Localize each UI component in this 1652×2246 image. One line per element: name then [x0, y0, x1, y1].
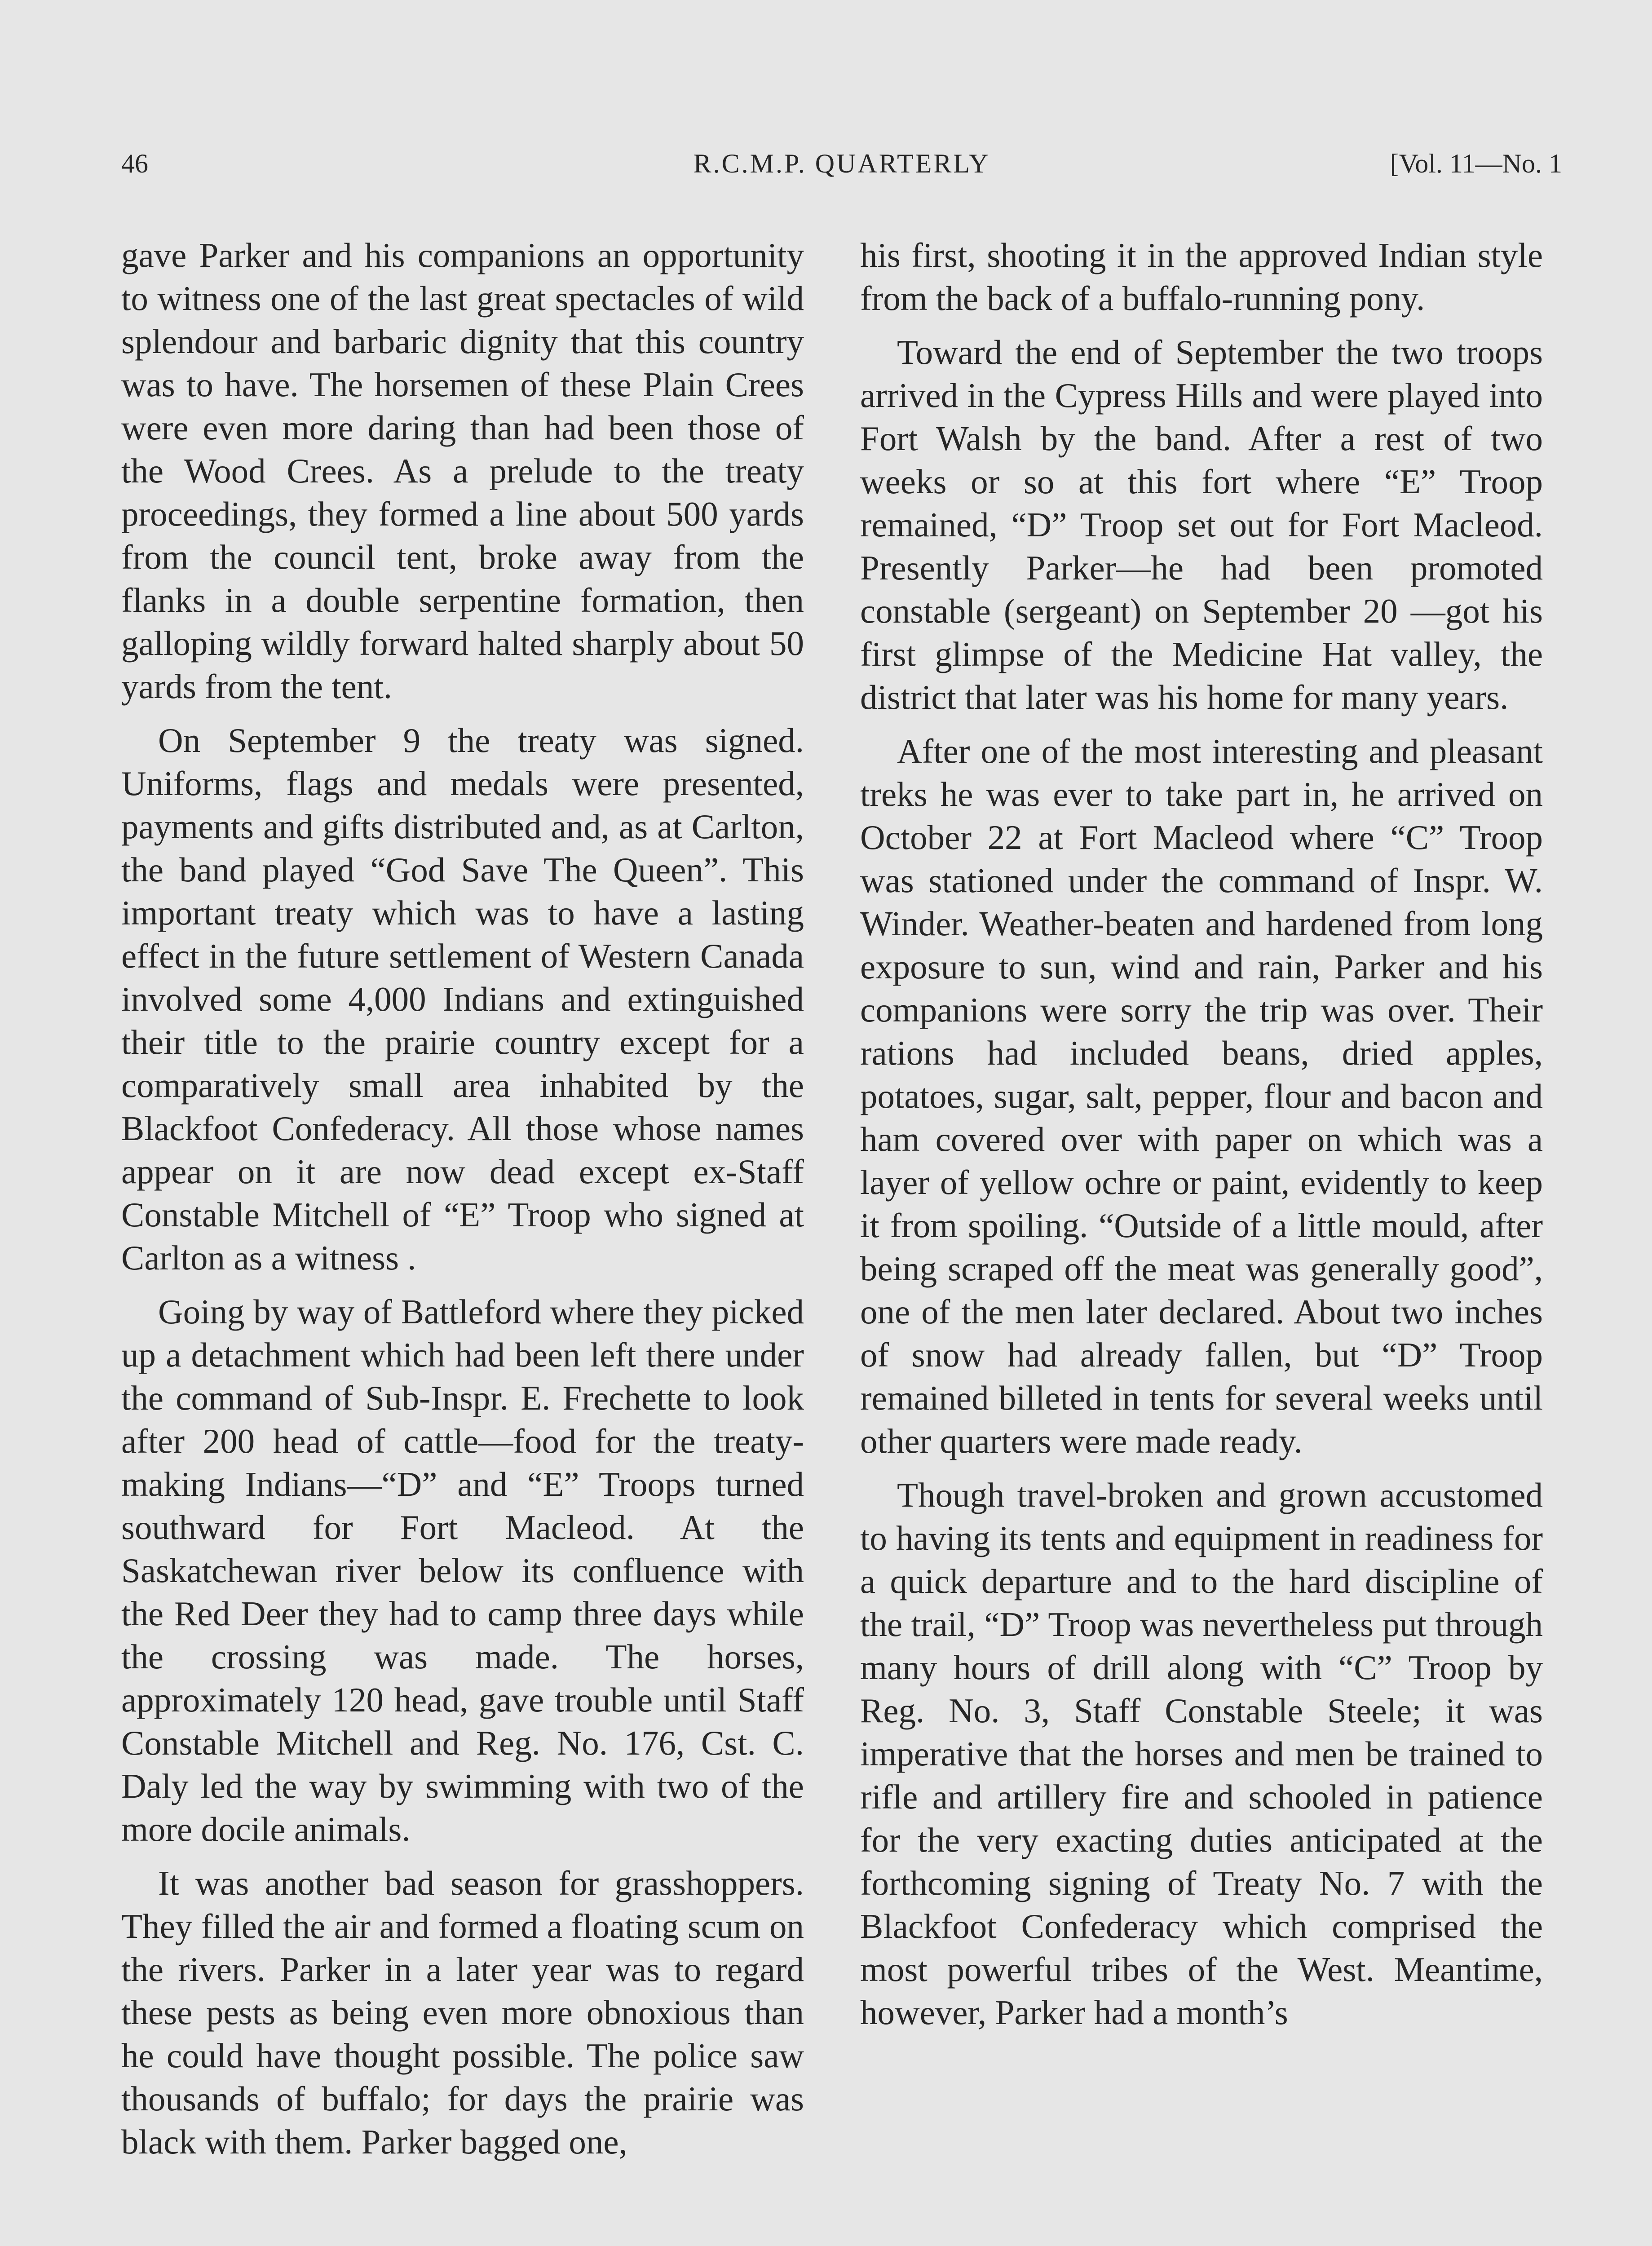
paragraph: his first, shooting it in the approved Indian style from the back of a buffalo-running pony. — [860, 236, 1543, 318]
paragraph: On September 9 the treaty was signed. Uniforms, flags and medals were presented, payments and gifts distributed and, as at Carlton, the band played “God Save The Queen”. This important treaty which was to have a lasting effect in the future settlement of Western Canada involved some 4,000 Indians and extinguished their title to the prairie country except for a comparatively small area inhabited by the Blackfoot Confederacy. All those whose names appear on it are now dead except ex-Staff Constable Mitchell of “E” Troop who signed at Carlton as a witness . — [121, 721, 804, 1277]
running-header — [121, 148, 1562, 193]
paragraph: gave Parker and his companions an opportunity to witness one of the last great spectacles of wild splendour and barbaric dignity that this country was to have. The horsemen of these Plain Crees were even more daring than had been those of the Wood Crees. As a prelude to the treaty proceedings, they formed a line about 500 yards from the council tent, broke away from the flanks in a double serpentine formation, then galloping wildly forward halted sharply about 50 yards from the tent. — [121, 236, 804, 706]
page-number: 46 — [121, 149, 148, 178]
right-column — [860, 234, 1543, 2045]
paragraph: Toward the end of September the two troops arrived in the Cypress Hills and were played into Fort Walsh by the band. After a rest of two weeks or so at this fort where “E” Troop remained, “D” Troop set out for Fort Macleod. Presently Parker—he had been promoted constable (sergeant) on September 20 —got his first glimpse of the Medicine Hat valley, the district that later was his home for many years. — [860, 333, 1543, 716]
journal-title: R.C.M.P. QUARTERLY — [693, 149, 990, 178]
paragraph: After one of the most interesting and pleasant treks he was ever to take part in, he arrived on October 22 at Fort Macleod where “C” Troop was stationed under the command of Inspr. W. Winder. Weather-beaten and hardened from long exposure to sun, wind and rain, Parker and his companions were sorry the trip was over. Their rations had included beans, dried apples, potatoes, sugar, salt, pepper, flour and bacon and ham covered over with paper on which was a layer of yellow ochre or paint, evidently to keep it from spoiling. “Outside of a little mould, after being scraped off the meat was generally good”, one of the men later declared. About two inches of snow had already fallen, but “D” Troop remained billeted in tents for several weeks until other quarters were made ready. — [860, 732, 1543, 1460]
paragraph: Though travel-broken and grown accustomed to having its tents and equipment in readiness for a quick departure and to the hard discipline of the trail, “D” Troop was nevertheless put through many hours of drill along with “C” Troop by Reg. No. 3, Staff Constable Steele; it was imperative that the horses and men be trained to rifle and artillery fire and schooled in patience for the very exacting duties anticipated at the forthcoming signing of Treaty No. 7 with the Blackfoot Confederacy which comprised the most powerful tribes of the West. Meantime, however, Parker had a month’s — [860, 1476, 1543, 2032]
paragraph: Going by way of Battleford where they picked up a detachment which had been left there under the command of Sub-Inspr. E. Frechette to look after 200 head of cattle—food for the treaty-making Indians—“D” and “E” Troops turned southward for Fort Macleod. At the Saskatchewan river below its confluence with the Red Deer they had to camp three days while the crossing was made. The horses, approximately 120 head, gave trouble until Staff Constable Mitchell and Reg. No. 176, Cst. C. Daly led the way by swimming with two of the more docile animals. — [121, 1292, 804, 1848]
paragraph: It was another bad season for grasshoppers. They filled the air and formed a floating scum on the rivers. Parker in a later year was to regard these pests as being even more obnoxious than he could have thought possible. The police saw thousands of buffalo; for days the prairie was black with them. Parker bagged one, — [121, 1864, 804, 2161]
volume-info: [Vol. 11—No. 1 — [1390, 149, 1562, 178]
left-column — [121, 234, 804, 2174]
